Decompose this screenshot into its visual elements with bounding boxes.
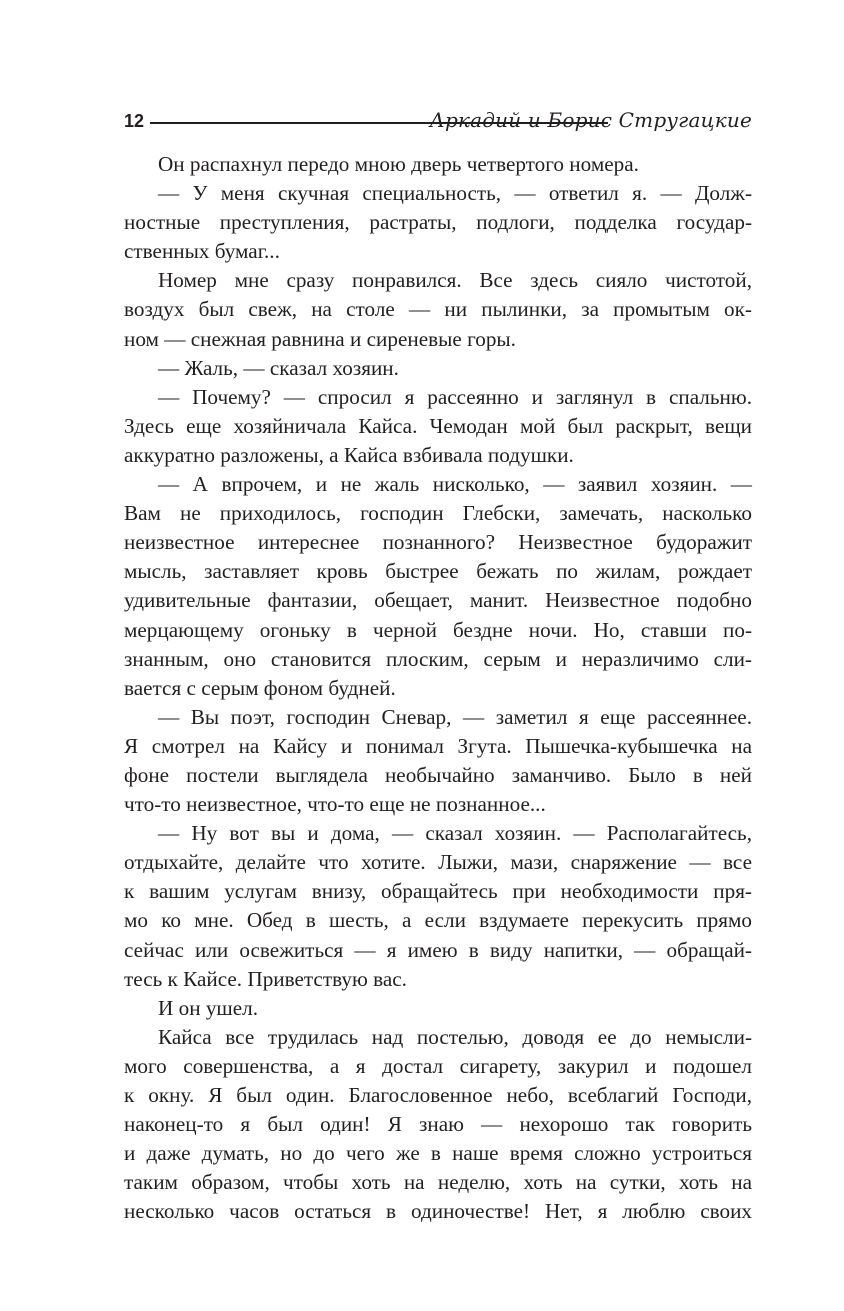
text-line: Номер мне сразу понравился. Все здесь сияло чистотой, [158, 268, 752, 293]
text-line: мого совершенства, а я достал сигарету, закурил и подошел [124, 1053, 752, 1078]
text-line: воздух был свеж, на столе — ни пылинки, за промытым ок- [124, 297, 752, 322]
text-line: Здесь еще хозяйничала Кайса. Чемодан мой был раскрыт, вещи [124, 413, 752, 438]
text-line: аккуратно разложены, а Кайса взбивала подушки. [124, 442, 574, 467]
text-line: ностные преступления, растраты, подлоги, подделка государ- [124, 210, 752, 235]
text-line: мо ко мне. Обед в шесть, а если вздумаете перекусить прямо [124, 908, 752, 933]
text-line: наконец-то я был один! Я знаю — нехорошо так говорить [124, 1112, 752, 1137]
text-line: Я смотрел на Кайсу и понимал Згута. Пышечка-кубышечка на [124, 733, 752, 758]
text-line: — Ну вот вы и дома, — сказал хозяин. — Располагайтесь, [158, 821, 752, 846]
text-line: мерцающему огоньку в черной бездне ночи. Но, ставши по- [124, 617, 752, 642]
text-line: — А впрочем, и не жаль нисколько, — заявил хозяин. — [158, 472, 752, 497]
text-line: фоне постели выглядела необычайно заманчиво. Было в ней [124, 762, 752, 787]
text-line: несколько часов остаться в одиночестве! Нет, я люблю своих [124, 1199, 752, 1224]
text-line: к окну. Я был один. Благословенное небо, всеблагий Господи, [124, 1083, 752, 1107]
text-line: вается с серым фоном будней. [124, 675, 396, 700]
text-line: знанным, оно становится плоским, серым и неразличимо сли- [124, 646, 752, 671]
text-line: — У меня скучная специальность, — ответил я. — Долж- [158, 181, 752, 206]
text-line: таким образом, чтобы хоть на неделю, хоть на сутки, хоть на [124, 1170, 752, 1195]
text-line: тесь к Кайсе. Приветствую вас. [124, 966, 407, 991]
text-line: — Вы поэт, господин Сневар, — заметил я еще рассеяннее. [158, 704, 752, 729]
page-number: 12 [124, 111, 145, 131]
text-line: сейчас или освежиться — я имею в виду напитки, — обращай- [124, 937, 752, 962]
text-line: что-то неизвестное, что-то еще не познанное... [124, 792, 546, 817]
text-line: и даже думать, но до чего же в наше время сложно устроиться [124, 1141, 752, 1166]
page-header [124, 104, 752, 140]
text-line: отдыхайте, делайте что хотите. Лыжи, мази, снаряжение — все [124, 850, 752, 875]
text-line: — Почему? — спросил я рассеянно и заглянул в спальню. [158, 384, 752, 409]
text-line: Вам не приходилось, господин Глебски, замечать, насколько [124, 501, 752, 526]
text-body [124, 150, 752, 1226]
running-title: Аркадий и Борис Стругацкие [429, 108, 752, 132]
text-line: И он ушел. [158, 995, 259, 1020]
text-line: ном — снежная равнина и сиреневые горы. [124, 326, 516, 351]
text-line: Он распахнул передо мною дверь четвертого номера. [158, 152, 639, 176]
text-line: неизвестное интереснее познанного? Неизвестное будоражит [124, 530, 752, 555]
text-line: удивительные фантазии, обещает, манит. Неизвестное подобно [124, 588, 752, 613]
text-line: Кайса все трудилась над постелью, доводя ее до немысли- [158, 1024, 752, 1049]
text-line: к вашим услугам внизу, обращайтесь при необходимости пря- [124, 879, 752, 904]
text-line: ственных бумаг... [124, 239, 280, 264]
text-line: — Жаль, — сказал хозяин. [158, 355, 399, 380]
text-line: мысль, заставляет кровь быстрее бежать по жилам, рождает [124, 559, 752, 584]
